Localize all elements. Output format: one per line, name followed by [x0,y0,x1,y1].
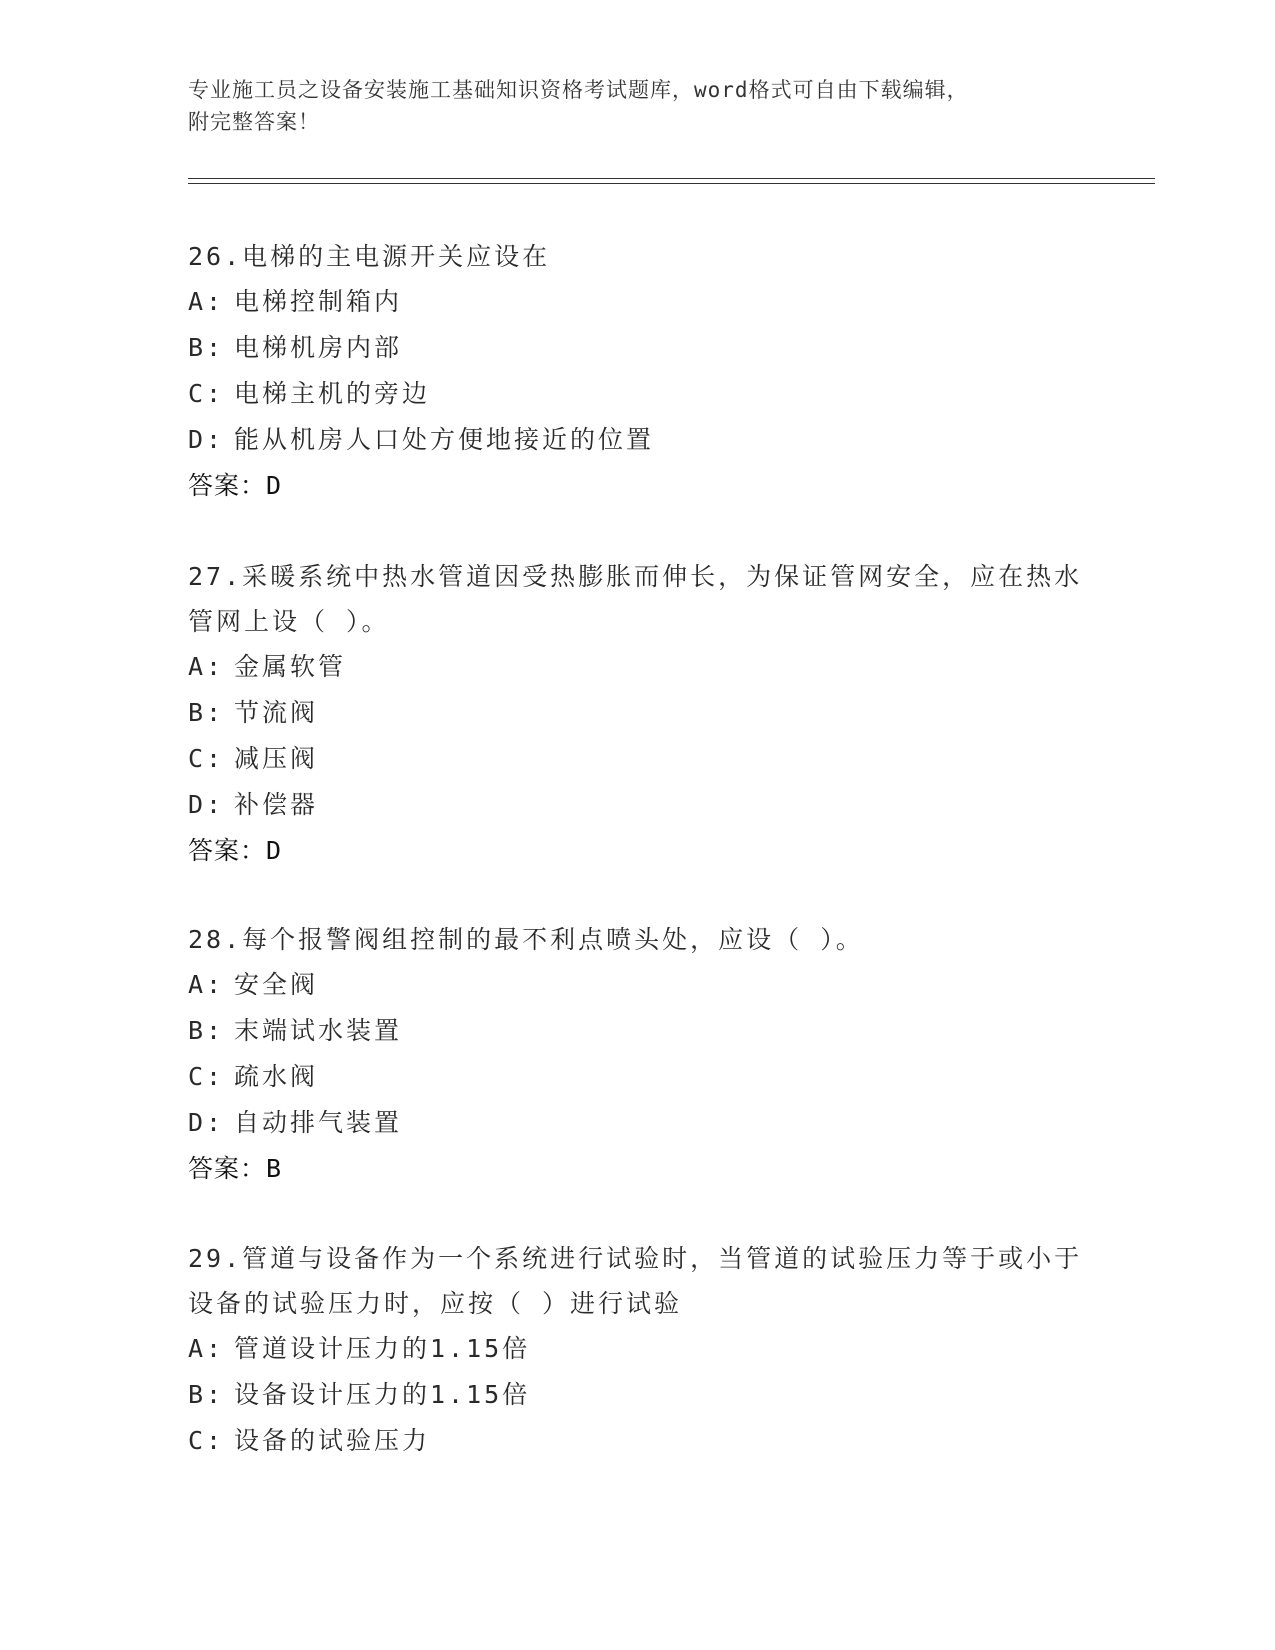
answer-line [188,1146,1088,1192]
option-c [188,1054,1088,1100]
option-d [188,417,1088,463]
option-text: 金属软管 [234,652,347,681]
document-header [188,74,1088,138]
option-text: 管道设计压力的1.15倍 [234,1334,531,1363]
question-28 [188,917,1088,1192]
option-text: 减压阀 [234,744,319,773]
header-line-2: 附完整答案！ [188,110,320,134]
question-27 [188,554,1088,874]
option-letter: D: [188,425,225,454]
option-d [188,1100,1088,1146]
option-letter: A: [188,1334,225,1363]
answer-value: D [266,471,283,500]
option-letter: B: [188,333,225,362]
answer-label: 答案： [188,836,267,865]
answer-line [188,463,1088,509]
question-stem: 28.每个报警阀组控制的最不利点喷头处，应设（ ）。 [188,925,864,954]
option-d [188,782,1088,828]
option-a [188,644,1088,690]
answer-line [188,828,1088,874]
option-letter: A: [188,970,225,999]
option-letter: D: [188,1108,225,1137]
option-b [188,690,1088,736]
option-text: 设备设计压力的1.15倍 [234,1380,531,1409]
option-text: 电梯控制箱内 [234,287,403,316]
option-letter: C: [188,744,225,773]
question-stem: 29.管道与设备作为一个系统进行试验时，当管道的试验压力等于或小于设备的试验压力时，应按（ ）进行试验 [188,1244,1083,1318]
option-letter: D: [188,790,225,819]
option-a [188,1326,1088,1372]
option-text: 电梯主机的旁边 [234,379,431,408]
option-letter: C: [188,1426,225,1455]
answer-label: 答案： [188,1154,267,1183]
option-b [188,1372,1088,1418]
option-letter: B: [188,1016,225,1045]
option-text: 末端试水装置 [234,1016,403,1045]
option-text: 安全阀 [234,970,319,999]
question-29 [188,1236,1088,1464]
answer-value: D [266,836,283,865]
option-c [188,371,1088,417]
option-a [188,279,1088,325]
option-text: 设备的试验压力 [234,1426,431,1455]
option-text: 能从机房人口处方便地接近的位置 [234,425,655,454]
question-stem: 27.采暖系统中热水管道因受热膨胀而伸长，为保证管网安全，应在热水管网上设（ ）。 [188,562,1083,636]
option-letter: A: [188,287,225,316]
header-line-1: 专业施工员之设备安装施工基础知识资格考试题库，word格式可自由下载编辑， [188,78,969,102]
answer-label: 答案： [188,471,267,500]
option-letter: B: [188,698,225,727]
header-divider-bottom [188,183,1155,184]
option-letter: A: [188,652,225,681]
option-text: 补偿器 [234,790,319,819]
option-c [188,1418,1088,1464]
option-letter: C: [188,1062,225,1091]
option-c [188,736,1088,782]
option-text: 节流阀 [234,698,319,727]
option-a [188,962,1088,1008]
option-letter: C: [188,379,225,408]
option-letter: B: [188,1380,225,1409]
answer-value: B [266,1154,283,1183]
option-text: 疏水阀 [234,1062,319,1091]
option-text: 自动排气装置 [234,1108,403,1137]
option-b [188,325,1088,371]
option-text: 电梯机房内部 [234,333,403,362]
question-26 [188,234,1088,509]
question-stem: 26.电梯的主电源开关应设在 [188,242,551,271]
header-divider-top [188,178,1155,179]
option-b [188,1008,1088,1054]
